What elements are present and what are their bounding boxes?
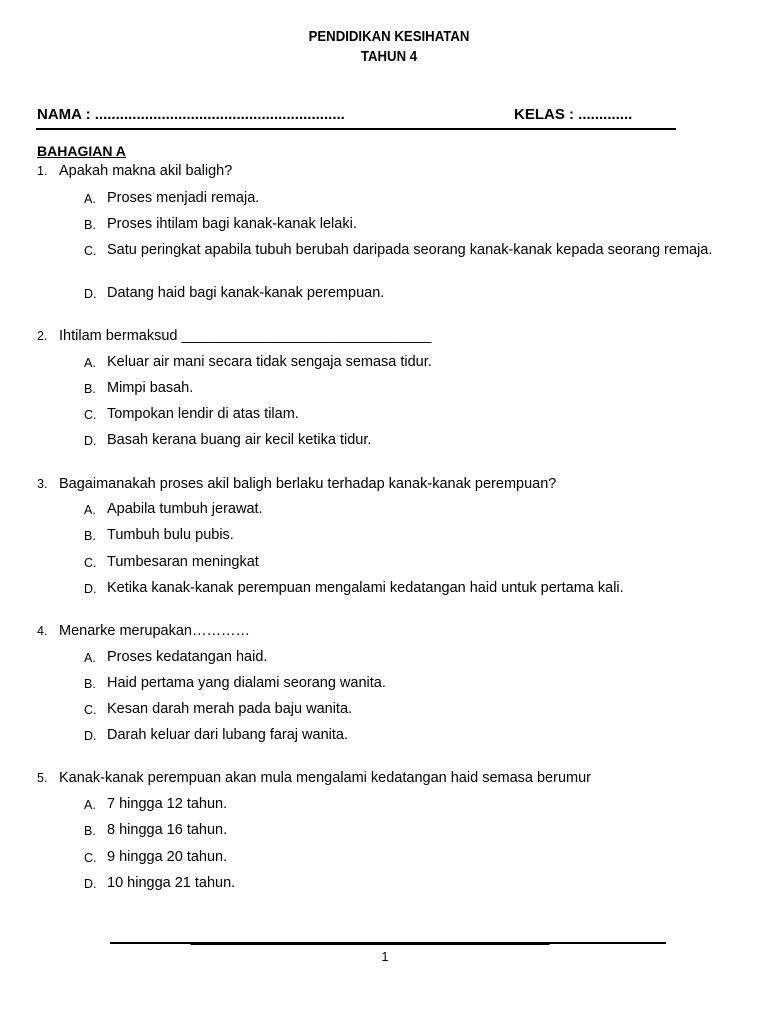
option-letter: A.	[84, 356, 96, 370]
option-text: Proses menjadi remaja.	[107, 190, 260, 206]
option-letter: A.	[84, 503, 96, 517]
option-2d	[84, 432, 724, 450]
option-3c	[84, 554, 724, 572]
option-5c	[84, 849, 724, 867]
option-text: Datang haid bagi kanak-kanak perempuan.	[107, 285, 385, 301]
question-1	[37, 163, 232, 179]
option-text: Ketika kanak-kanak perempuan mengalami kedatangan haid untuk pertama kali.	[107, 580, 624, 596]
option-4c	[84, 701, 724, 719]
page-number: 1	[381, 950, 389, 964]
option-letter: C.	[84, 703, 97, 717]
option-text: Haid pertama yang dialami seorang wanita.	[107, 675, 386, 691]
option-3a	[84, 501, 724, 519]
option-2a	[84, 354, 724, 372]
option-text: Satu peringkat apabila tubuh berubah daripada seorang kanak-kanak kepada seorang remaja.	[107, 242, 713, 258]
option-text: 8 hingga 16 tahun.	[107, 822, 228, 838]
option-letter: D.	[84, 434, 97, 448]
option-letter: B.	[84, 529, 96, 543]
option-text: Mimpi basah.	[107, 380, 194, 396]
option-letter: B.	[84, 677, 96, 691]
question-number: 4.	[37, 624, 48, 638]
option-letter: D.	[84, 877, 97, 891]
question-2	[37, 328, 431, 344]
option-letter: D.	[84, 729, 97, 743]
option-5b	[84, 822, 724, 840]
option-2c	[84, 406, 724, 424]
document-title: PENDIDIKAN KESIHATAN	[308, 28, 470, 45]
option-letter: D.	[84, 287, 97, 301]
option-1c	[84, 242, 724, 260]
question-5	[37, 770, 591, 786]
header-divider	[36, 128, 676, 130]
option-text: Proses ihtilam bagi kanak-kanak lelaki.	[107, 216, 357, 232]
option-letter: C.	[84, 244, 97, 258]
option-2b	[84, 380, 724, 398]
nama-field: NAMA : ............................................................	[37, 106, 345, 123]
option-1d	[84, 285, 724, 303]
option-text: Tompokan lendir di atas tilam.	[107, 406, 299, 422]
question-4	[37, 623, 250, 639]
option-letter: A.	[84, 192, 96, 206]
option-letter: A.	[84, 798, 96, 812]
document-subtitle: TAHUN 4	[360, 48, 418, 65]
option-text: Kesan darah merah pada baju wanita.	[107, 701, 353, 717]
option-4b	[84, 675, 724, 693]
option-5d	[84, 875, 724, 893]
question-text: Bagaimanakah proses akil baligh berlaku terhadap kanak-kanak perempuan?	[59, 476, 557, 492]
option-text: Basah kerana buang air kecil ketika tidur.	[107, 432, 372, 448]
question-text: Ihtilam bermaksud _______________________________	[59, 328, 432, 344]
option-letter: B.	[84, 824, 96, 838]
question-number: 5.	[37, 771, 48, 785]
option-letter: B.	[84, 382, 96, 396]
section-title: BAHAGIAN A	[37, 143, 126, 159]
option-1a	[84, 190, 724, 208]
option-text: 9 hingga 20 tahun.	[107, 849, 228, 865]
question-number: 3.	[37, 477, 48, 491]
option-text: 10 hingga 21 tahun.	[107, 875, 236, 891]
question-text: Apakah makna akil baligh?	[59, 163, 233, 179]
question-text: Kanak-kanak perempuan akan mula mengalami kedatangan haid semasa berumur	[59, 770, 591, 786]
option-4a	[84, 649, 724, 667]
footer-divider-thick	[190, 942, 550, 945]
option-4d	[84, 727, 724, 745]
option-1b	[84, 216, 724, 234]
option-3b	[84, 527, 724, 545]
question-number: 2.	[37, 329, 48, 343]
kelas-field: KELAS : .............	[514, 106, 633, 123]
option-3d	[84, 580, 724, 598]
question-number: 1.	[37, 164, 48, 178]
question-3	[37, 476, 556, 492]
option-text: Tumbesaran meningkat	[107, 554, 259, 570]
option-text: Apabila tumbuh jerawat.	[107, 501, 263, 517]
option-letter: C.	[84, 556, 97, 570]
option-text: Proses kedatangan haid.	[107, 649, 268, 665]
option-text: Tumbuh bulu pubis.	[107, 527, 234, 543]
option-text: Darah keluar dari lubang faraj wanita.	[107, 727, 348, 743]
option-text: Keluar air mani secara tidak sengaja semasa tidur.	[107, 354, 432, 370]
option-letter: C.	[84, 851, 97, 865]
option-text: 7 hingga 12 tahun.	[107, 796, 228, 812]
option-letter: D.	[84, 582, 97, 596]
option-letter: C.	[84, 408, 97, 422]
option-letter: B.	[84, 218, 96, 232]
option-5a	[84, 796, 724, 814]
option-letter: A.	[84, 651, 96, 665]
question-text: Menarke merupakan…………	[59, 623, 250, 639]
